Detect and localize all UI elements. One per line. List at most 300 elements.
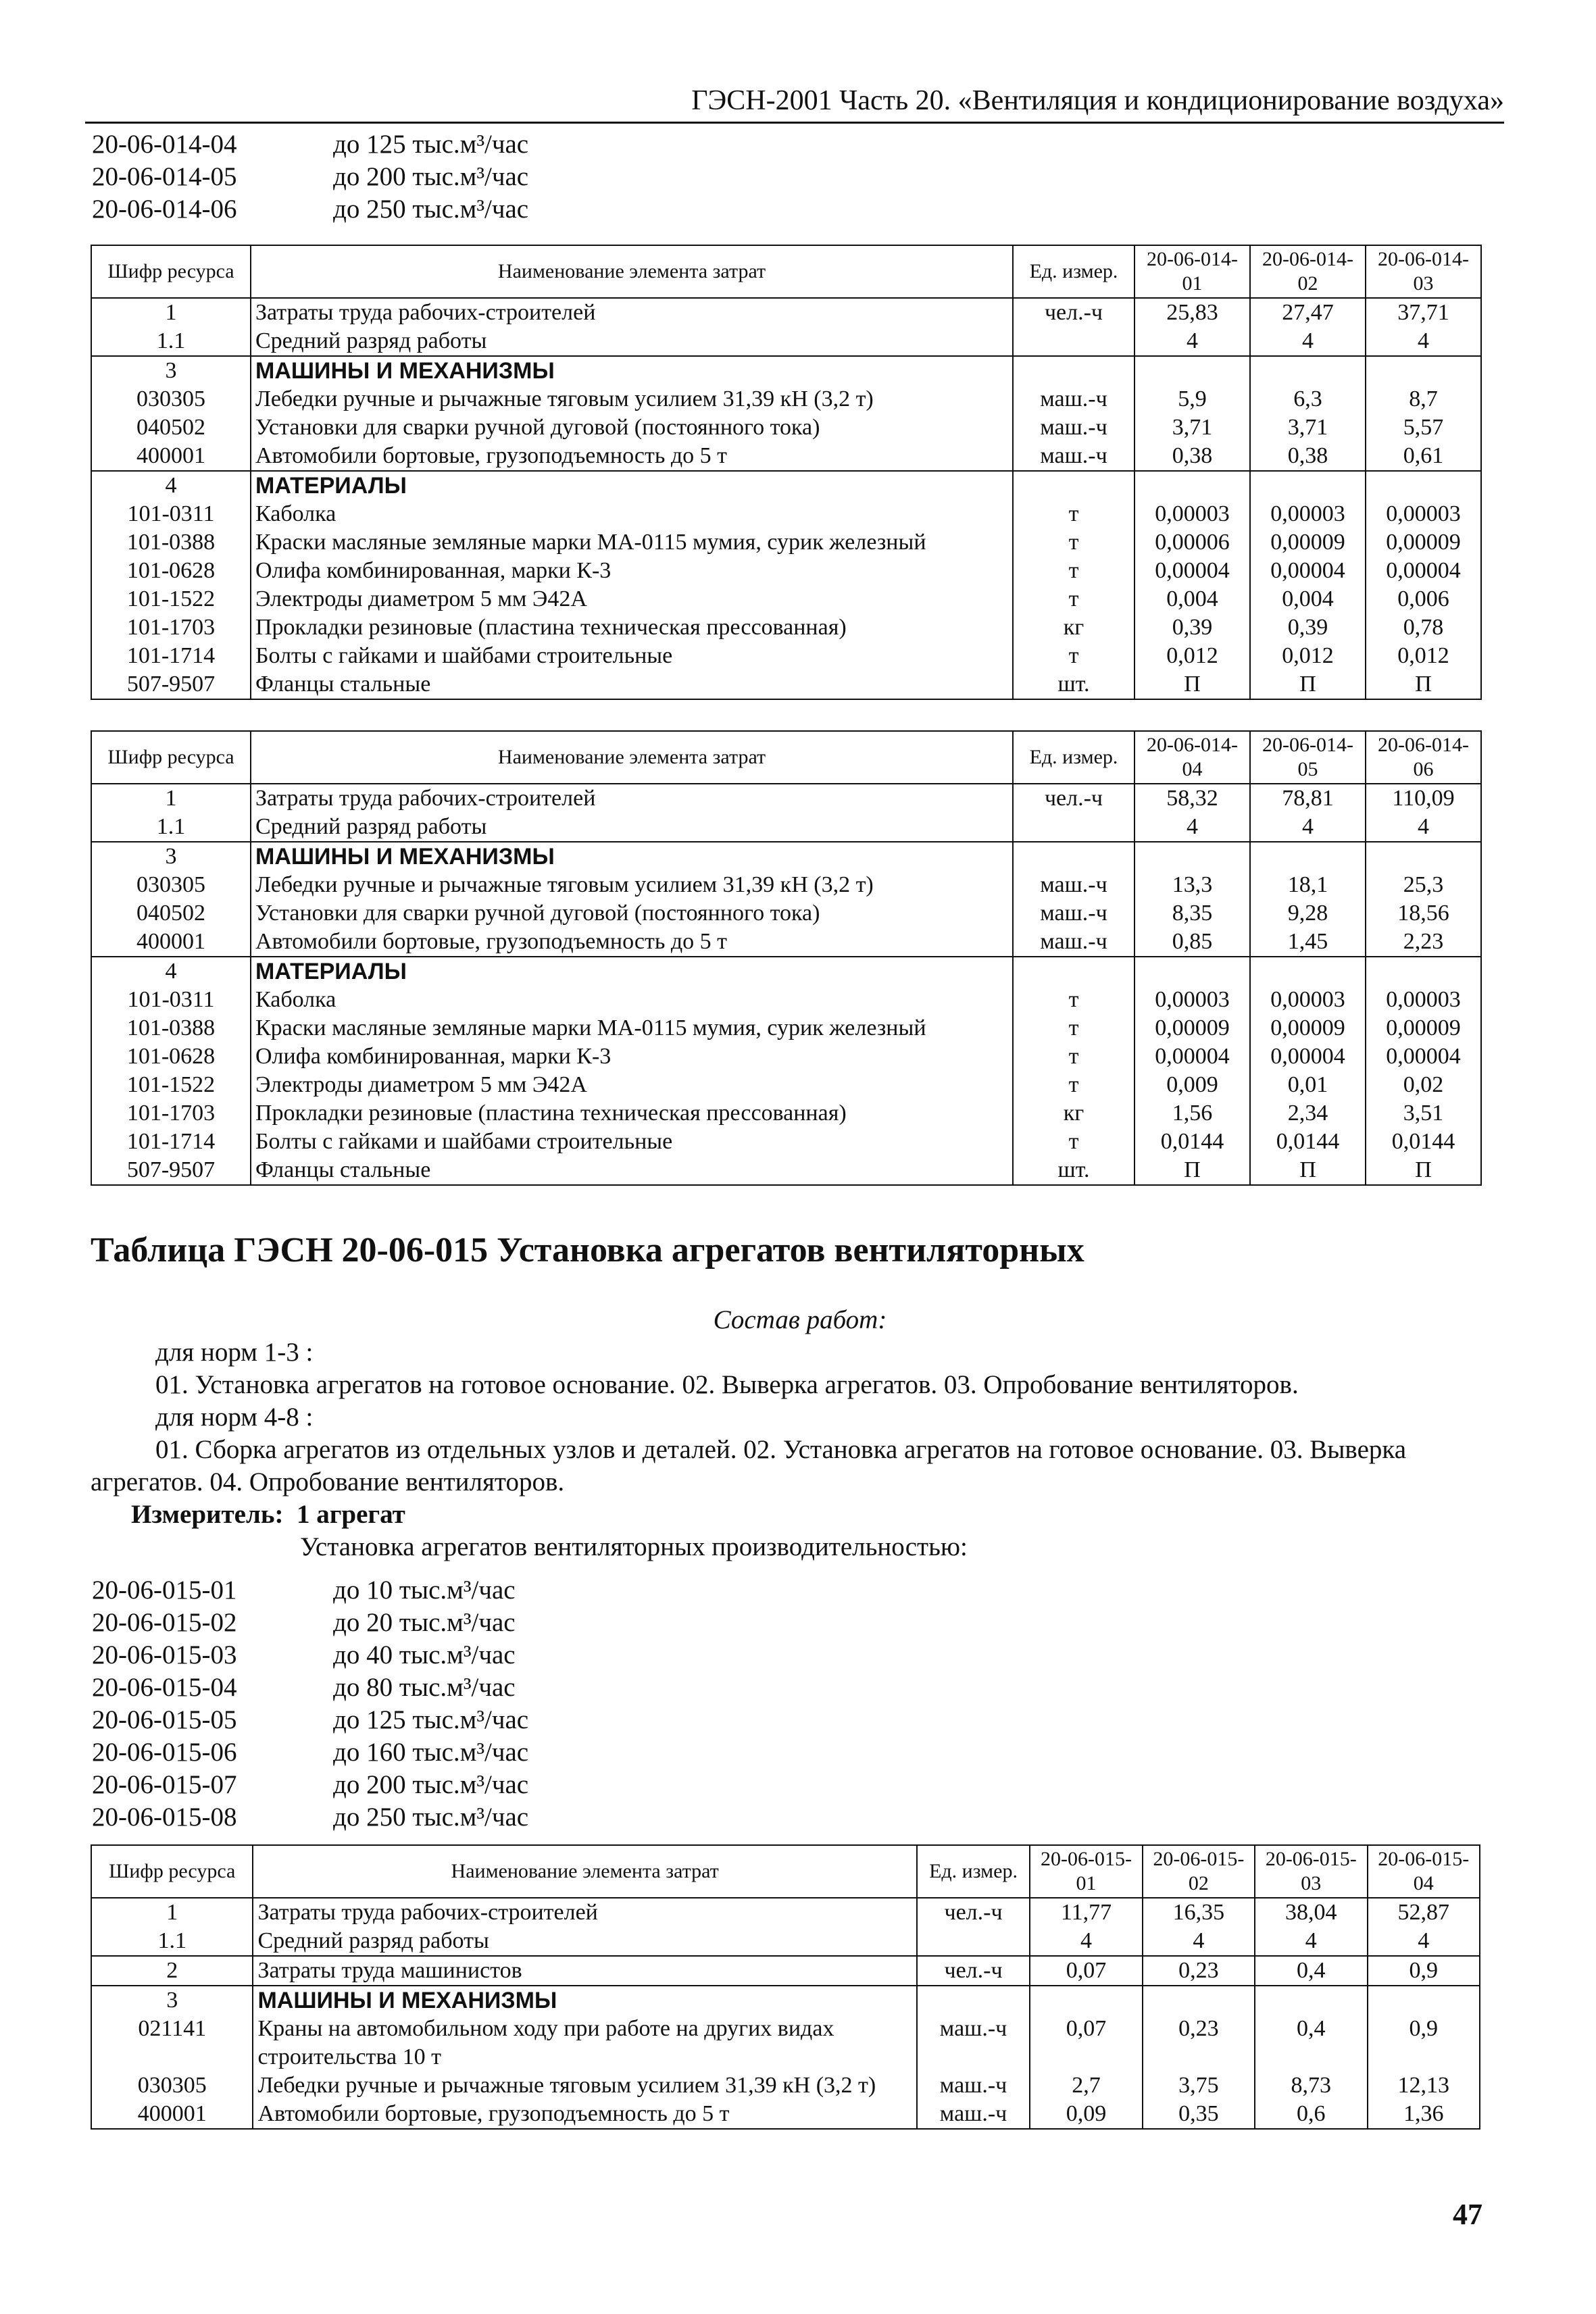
unit: т — [1013, 986, 1134, 1014]
value: 0,01 — [1250, 1071, 1366, 1099]
code-list-item — [92, 1639, 528, 1671]
table-row — [91, 2100, 1480, 2129]
resource-code: 101-1522 — [91, 1071, 251, 1099]
value: 3,75 — [1143, 2071, 1255, 2100]
value: 18,1 — [1250, 871, 1366, 899]
value: 0,00004 — [1250, 557, 1366, 585]
norms-1-3-text: 01. Установка агрегатов на готовое основание. 02. Выверка агрегатов. 03. Опробование вентиляторов. — [155, 1370, 1299, 1399]
resource-name: Олифа комбинированная, марки К-3 — [251, 557, 1013, 585]
unit: т — [1013, 500, 1134, 528]
resource-code: 101-1703 — [91, 613, 251, 642]
resource-code: 021141 — [91, 2015, 253, 2071]
value — [1134, 842, 1250, 871]
resource-code: 101-0388 — [91, 1014, 251, 1042]
resource-name: Каболка — [251, 986, 1013, 1014]
table-header-row — [91, 245, 1481, 298]
header-norm-code: 20-06-014-04 — [1134, 731, 1250, 784]
norm-code-list — [92, 1574, 528, 1834]
value: 0,35 — [1143, 2100, 1255, 2129]
table-row — [91, 385, 1481, 413]
value: 0,23 — [1143, 1956, 1255, 1986]
value: 0,012 — [1134, 642, 1250, 670]
resource-name: Прокладки резиновые (пластина техническая прессованная) — [251, 613, 1013, 642]
value: 0,6 — [1255, 2100, 1367, 2129]
value: 37,71 — [1366, 298, 1481, 327]
value: 4 — [1250, 327, 1366, 356]
running-header: ГЭСН-2001 Часть 20. «Вентиляция и кондиционирование воздуха» — [85, 80, 1504, 124]
resource-name: Автомобили бортовые, грузоподъемность до 5 т — [251, 442, 1013, 471]
value: 5,57 — [1366, 413, 1481, 442]
resource-name: Болты с гайками и шайбами строительные — [251, 642, 1013, 670]
value: 0,02 — [1366, 1071, 1481, 1099]
resource-name: Фланцы стальные — [251, 670, 1013, 699]
resource-name: Установки для сварки ручной дуговой (постоянного тока) — [251, 899, 1013, 928]
table-row — [91, 471, 1481, 500]
table-row — [91, 1042, 1481, 1071]
value: 0,00003 — [1250, 986, 1366, 1014]
value: 8,35 — [1134, 899, 1250, 928]
header-name: Наименование элемента затрат — [251, 245, 1013, 298]
value: 13,3 — [1134, 871, 1250, 899]
value: 11,77 — [1030, 1898, 1142, 1927]
value: 0,9 — [1368, 2015, 1480, 2071]
table-row — [91, 670, 1481, 699]
resource-name: Лебедки ручные и рычажные тяговым усилием 31,39 кН (3,2 т) — [251, 871, 1013, 899]
value: 0,00009 — [1250, 1014, 1366, 1042]
header-norm-code: 20-06-015-01 — [1030, 1845, 1142, 1898]
resource-code: 040502 — [91, 899, 251, 928]
value — [1134, 471, 1250, 500]
resource-code: 030305 — [91, 2071, 253, 2100]
norm-code: 20-06-015-06 — [92, 1738, 237, 1767]
unit: т — [1013, 528, 1134, 557]
value: 0,004 — [1134, 585, 1250, 613]
resource-name: Фланцы стальные — [251, 1156, 1013, 1185]
value: 0,85 — [1134, 928, 1250, 957]
table-row — [91, 642, 1481, 670]
value: 4 — [1134, 813, 1250, 842]
resource-code: 101-0628 — [91, 1042, 251, 1071]
value: П — [1250, 670, 1366, 699]
unit: маш.-ч — [1013, 928, 1134, 957]
norm-description: до 10 тыс.м³/час — [333, 1576, 516, 1605]
resource-code: 101-0311 — [91, 500, 251, 528]
value — [1368, 1986, 1480, 2015]
page-number: 47 — [1453, 2198, 1482, 2231]
norm-code: 20-06-014-06 — [92, 195, 237, 224]
value — [1366, 356, 1481, 385]
value — [1250, 842, 1366, 871]
unit: т — [1013, 1014, 1134, 1042]
table-row — [91, 957, 1481, 986]
resource-name: Болты с гайками и шайбами строительные — [251, 1128, 1013, 1156]
table-row — [91, 356, 1481, 385]
value: 4 — [1143, 1927, 1255, 1956]
value: 0,00009 — [1366, 528, 1481, 557]
value: 0,00004 — [1366, 557, 1481, 585]
value: 78,81 — [1250, 784, 1366, 813]
resource-name: Установки для сварки ручной дуговой (постоянного тока) — [251, 413, 1013, 442]
value: 0,00006 — [1134, 528, 1250, 557]
value: 4 — [1366, 327, 1481, 356]
norm-code: 20-06-014-05 — [92, 162, 237, 191]
table-header-row — [91, 731, 1481, 784]
resource-code: 2 — [91, 1956, 253, 1986]
unit — [1013, 471, 1134, 500]
resource-code: 4 — [91, 471, 251, 500]
value — [1143, 1986, 1255, 2015]
code-list-item — [92, 1607, 528, 1639]
value: 2,23 — [1366, 928, 1481, 957]
value: 0,004 — [1250, 585, 1366, 613]
value: 0,78 — [1366, 613, 1481, 642]
value: 4 — [1250, 813, 1366, 842]
resource-name: Затраты труда машинистов — [253, 1956, 916, 1986]
value: 0,9 — [1368, 1956, 1480, 1986]
composition-heading: Состав работ: — [713, 1305, 887, 1334]
table-row — [91, 1986, 1480, 2015]
unit — [1013, 327, 1134, 356]
norms-1-3-label: для норм 1-3 : — [155, 1338, 314, 1367]
resource-code: 101-0311 — [91, 986, 251, 1014]
value: 25,3 — [1366, 871, 1481, 899]
value: 4 — [1255, 1927, 1367, 1956]
resource-code: 101-1522 — [91, 585, 251, 613]
table-row — [91, 1128, 1481, 1156]
resource-code: 400001 — [91, 442, 251, 471]
section-heading: МАШИНЫ И МЕХАНИЗМЫ — [251, 356, 1013, 385]
resource-table-014-b — [91, 730, 1482, 1186]
header-name: Наименование элемента затрат — [251, 731, 1013, 784]
resource-name: Лебедки ручные и рычажные тяговым усилием 31,39 кН (3,2 т) — [251, 385, 1013, 413]
unit: т — [1013, 1071, 1134, 1099]
value: 0,39 — [1134, 613, 1250, 642]
meter-label: Измеритель: — [131, 1500, 284, 1529]
unit: маш.-ч — [1013, 413, 1134, 442]
resource-code: 101-1703 — [91, 1099, 251, 1128]
value: 0,00004 — [1134, 557, 1250, 585]
norm-description: до 20 тыс.м³/час — [333, 1608, 516, 1637]
value: 2,7 — [1030, 2071, 1142, 2100]
table-row — [91, 442, 1481, 471]
unit: маш.-ч — [1013, 385, 1134, 413]
unit: шт. — [1013, 670, 1134, 699]
composition-block — [91, 1304, 1510, 1563]
value: 1,36 — [1368, 2100, 1480, 2129]
norm-description: до 250 тыс.м³/час — [333, 1803, 529, 1832]
unit: маш.-ч — [917, 2100, 1030, 2129]
resource-name: Каболка — [251, 500, 1013, 528]
norm-description: до 250 тыс.м³/час — [333, 195, 529, 224]
header-unit: Ед. измер. — [917, 1845, 1030, 1898]
value: 5,9 — [1134, 385, 1250, 413]
table-row — [91, 613, 1481, 642]
value — [1030, 1986, 1142, 2015]
value: 0,012 — [1366, 642, 1481, 670]
code-list-item — [92, 1574, 528, 1607]
meter-value: 1 агрегат — [296, 1500, 405, 1529]
value: 16,35 — [1143, 1898, 1255, 1927]
table-row — [91, 1956, 1480, 1986]
value: 0,09 — [1030, 2100, 1142, 2129]
table-row — [91, 1014, 1481, 1042]
value: 0,07 — [1030, 2015, 1142, 2071]
unit: т — [1013, 1128, 1134, 1156]
header-norm-code: 20-06-015-02 — [1143, 1845, 1255, 1898]
norm-code: 20-06-015-04 — [92, 1673, 237, 1702]
unit: маш.-ч — [917, 2015, 1030, 2071]
unit — [1013, 957, 1134, 986]
resource-name: Олифа комбинированная, марки К-3 — [251, 1042, 1013, 1071]
code-list-item — [92, 1704, 528, 1736]
header-norm-code: 20-06-014-01 — [1134, 245, 1250, 298]
value: 1,56 — [1134, 1099, 1250, 1128]
section-heading: МАТЕРИАЛЫ — [251, 957, 1013, 986]
value: 0,00009 — [1250, 528, 1366, 557]
code-list-item — [92, 128, 528, 161]
resource-code: 1.1 — [91, 813, 251, 842]
unit — [1013, 356, 1134, 385]
value: 52,87 — [1368, 1898, 1480, 1927]
resource-code: 1.1 — [91, 1927, 253, 1956]
code-list-item — [92, 193, 528, 226]
value: 0,012 — [1250, 642, 1366, 670]
norm-description: до 80 тыс.м³/час — [333, 1673, 516, 1702]
resource-code: 1 — [91, 784, 251, 813]
resource-name: Лебедки ручные и рычажные тяговым усилием 31,39 кН (3,2 т) — [253, 2071, 916, 2100]
norm-code: 20-06-015-07 — [92, 1770, 237, 1799]
header-name: Наименование элемента затрат — [253, 1845, 916, 1898]
table-row — [91, 585, 1481, 613]
value: 0,00004 — [1366, 1042, 1481, 1071]
resource-name: Затраты труда рабочих-строителей — [253, 1898, 916, 1927]
table-row — [91, 327, 1481, 356]
resource-code: 1 — [91, 298, 251, 327]
resource-code: 030305 — [91, 385, 251, 413]
value: 25,83 — [1134, 298, 1250, 327]
resource-name: Автомобили бортовые, грузоподъемность до 5 т — [251, 928, 1013, 957]
table-header-row — [91, 1845, 1480, 1898]
value: П — [1134, 1156, 1250, 1185]
value: 1,45 — [1250, 928, 1366, 957]
value: 0,00003 — [1134, 500, 1250, 528]
value — [1250, 957, 1366, 986]
value: 0,00009 — [1134, 1014, 1250, 1042]
value: 3,51 — [1366, 1099, 1481, 1128]
table-row — [91, 1099, 1481, 1128]
table-row — [91, 1898, 1480, 1927]
value: 18,56 — [1366, 899, 1481, 928]
table-row — [91, 557, 1481, 585]
unit — [917, 1986, 1030, 2015]
header-code: Шифр ресурса — [91, 245, 251, 298]
code-list-item — [92, 1671, 528, 1704]
resource-code: 507-9507 — [91, 1156, 251, 1185]
code-list-item — [92, 1801, 528, 1834]
value — [1134, 957, 1250, 986]
resource-name: Краны на автомобильном ходу при работе на других видах строительства 10 т — [253, 2015, 916, 2071]
resource-name: Средний разряд работы — [251, 813, 1013, 842]
value: 0,00004 — [1134, 1042, 1250, 1071]
value: 0,07 — [1030, 1956, 1142, 1986]
resource-code: 101-1714 — [91, 1128, 251, 1156]
resource-table-014-a — [91, 245, 1482, 700]
resource-code: 1 — [91, 1898, 253, 1927]
value: 12,13 — [1368, 2071, 1480, 2100]
value: 4 — [1366, 813, 1481, 842]
header-norm-code: 20-06-014-06 — [1366, 731, 1481, 784]
unit: т — [1013, 585, 1134, 613]
value: П — [1366, 1156, 1481, 1185]
section-heading: МАТЕРИАЛЫ — [251, 471, 1013, 500]
table-row — [91, 1156, 1481, 1185]
norm-description: до 200 тыс.м³/час — [333, 162, 529, 191]
resource-code: 4 — [91, 957, 251, 986]
resource-name: Прокладки резиновые (пластина техническая прессованная) — [251, 1099, 1013, 1128]
table-row — [91, 2015, 1480, 2071]
section-heading: МАШИНЫ И МЕХАНИЗМЫ — [251, 842, 1013, 871]
resource-code: 507-9507 — [91, 670, 251, 699]
norm-code: 20-06-014-04 — [92, 130, 237, 159]
table-row — [91, 813, 1481, 842]
value — [1366, 957, 1481, 986]
header-norm-code: 20-06-014-02 — [1250, 245, 1366, 298]
unit: чел.-ч — [1013, 298, 1134, 327]
resource-name: Затраты труда рабочих-строителей — [251, 784, 1013, 813]
norm-description: до 40 тыс.м³/час — [333, 1640, 516, 1669]
value — [1134, 356, 1250, 385]
resource-name: Краски масляные земляные марки МА-0115 мумия, сурик железный — [251, 1014, 1013, 1042]
value: 27,47 — [1250, 298, 1366, 327]
value: 4 — [1134, 327, 1250, 356]
resource-code: 3 — [91, 356, 251, 385]
unit: т — [1013, 642, 1134, 670]
table-row — [91, 871, 1481, 899]
unit: маш.-ч — [1013, 871, 1134, 899]
resource-code: 400001 — [91, 2100, 253, 2129]
unit: маш.-ч — [917, 2071, 1030, 2100]
intro-line: Установка агрегатов вентиляторных производительностью: — [300, 1532, 968, 1561]
table-row — [91, 528, 1481, 557]
value: 0,00009 — [1366, 1014, 1481, 1042]
value: 110,09 — [1366, 784, 1481, 813]
header-norm-code: 20-06-014-03 — [1366, 245, 1481, 298]
resource-name: Электроды диаметром 5 мм Э42А — [251, 585, 1013, 613]
table-row — [91, 1071, 1481, 1099]
unit — [1013, 842, 1134, 871]
value: П — [1250, 1156, 1366, 1185]
value: 3,71 — [1134, 413, 1250, 442]
table-row — [91, 1927, 1480, 1956]
value: 0,009 — [1134, 1071, 1250, 1099]
norm-code: 20-06-015-02 — [92, 1608, 237, 1637]
value: 0,006 — [1366, 585, 1481, 613]
norm-code: 20-06-015-03 — [92, 1640, 237, 1669]
resource-table-015 — [91, 1844, 1480, 2130]
header-norm-code: 20-06-014-05 — [1250, 731, 1366, 784]
header-unit: Ед. измер. — [1013, 245, 1134, 298]
value — [1255, 1986, 1367, 2015]
value — [1250, 356, 1366, 385]
table-row — [91, 413, 1481, 442]
code-list-item — [92, 1769, 528, 1801]
value: 0,4 — [1255, 1956, 1367, 1986]
unit: чел.-ч — [917, 1898, 1030, 1927]
value: 0,0144 — [1134, 1128, 1250, 1156]
unit: шт. — [1013, 1156, 1134, 1185]
value — [1366, 842, 1481, 871]
resource-name: Электроды диаметром 5 мм Э42А — [251, 1071, 1013, 1099]
top-code-list — [92, 128, 528, 226]
resource-name: Средний разряд работы — [253, 1927, 916, 1956]
resource-code: 3 — [91, 1986, 253, 2015]
norm-description: до 125 тыс.м³/час — [333, 130, 529, 159]
value: 0,39 — [1250, 613, 1366, 642]
value — [1366, 471, 1481, 500]
table-row — [91, 500, 1481, 528]
value: 0,23 — [1143, 2015, 1255, 2071]
unit: кг — [1013, 613, 1134, 642]
value: П — [1366, 670, 1481, 699]
header-code: Шифр ресурса — [91, 731, 251, 784]
resource-code: 101-0388 — [91, 528, 251, 557]
norm-description: до 160 тыс.м³/час — [333, 1738, 529, 1767]
unit — [1013, 813, 1134, 842]
resource-name: Средний разряд работы — [251, 327, 1013, 356]
unit: т — [1013, 1042, 1134, 1071]
value: 8,73 — [1255, 2071, 1367, 2100]
value: 8,7 — [1366, 385, 1481, 413]
header-code: Шифр ресурса — [91, 1845, 253, 1898]
value: 0,0144 — [1250, 1128, 1366, 1156]
unit: кг — [1013, 1099, 1134, 1128]
section-heading: МАШИНЫ И МЕХАНИЗМЫ — [253, 1986, 916, 2015]
code-list-item — [92, 161, 528, 193]
value: 0,61 — [1366, 442, 1481, 471]
value: 0,00003 — [1134, 986, 1250, 1014]
unit: чел.-ч — [917, 1956, 1030, 1986]
value: 4 — [1030, 1927, 1142, 1956]
value: 0,00003 — [1250, 500, 1366, 528]
resource-name: Автомобили бортовые, грузоподъемность до 5 т — [253, 2100, 916, 2129]
value: 0,00003 — [1366, 500, 1481, 528]
value: 0,0144 — [1366, 1128, 1481, 1156]
value: 0,4 — [1255, 2015, 1367, 2071]
unit: чел.-ч — [1013, 784, 1134, 813]
unit: т — [1013, 557, 1134, 585]
meter-line — [91, 1499, 1510, 1531]
value: 38,04 — [1255, 1898, 1367, 1927]
norm-code: 20-06-015-08 — [92, 1803, 237, 1832]
table-row — [91, 899, 1481, 928]
value: 4 — [1368, 1927, 1480, 1956]
table-row — [91, 2071, 1480, 2100]
resource-code: 040502 — [91, 413, 251, 442]
code-list-item — [92, 1736, 528, 1769]
value: П — [1134, 670, 1250, 699]
norms-4-8-text-content: 01. Сборка агрегатов из отдельных узлов и деталей. 02. Установка агрегатов на готовое основание. 03. Выверка агрегатов. 04. Опробование вентиляторов. — [91, 1435, 1407, 1496]
header-norm-code: 20-06-015-03 — [1255, 1845, 1367, 1898]
value: 3,71 — [1250, 413, 1366, 442]
value: 0,38 — [1250, 442, 1366, 471]
norm-code: 20-06-015-05 — [92, 1705, 237, 1734]
value: 9,28 — [1250, 899, 1366, 928]
value: 0,00003 — [1366, 986, 1481, 1014]
value — [1250, 471, 1366, 500]
value: 2,34 — [1250, 1099, 1366, 1128]
table-row — [91, 842, 1481, 871]
norms-4-8-label: для норм 4-8 : — [155, 1403, 314, 1432]
